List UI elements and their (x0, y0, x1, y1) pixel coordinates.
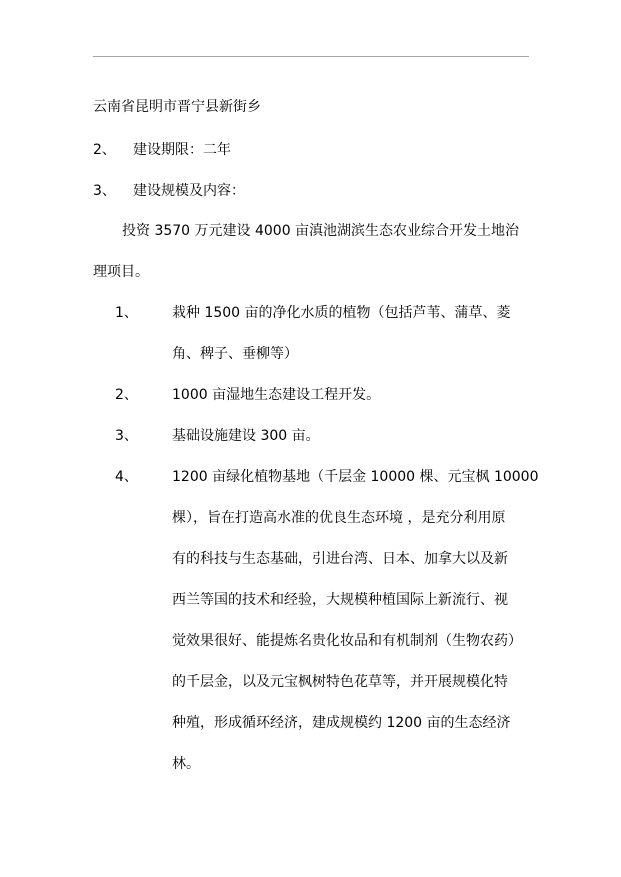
section-3-number: 3、 (93, 183, 116, 199)
section-2-number: 2、 (93, 142, 116, 158)
item-1-line-1: 栽种 1500 亩的净化水质的植物（包括芦苇、蒲草、菱 (172, 305, 511, 321)
header-rule (93, 56, 529, 57)
item-4-number: 4、 (115, 469, 138, 485)
section-3-text: 建设规模及内容： (133, 183, 245, 199)
section-2-text: 建设期限：二年 (133, 142, 231, 158)
intro-line-1: 投资 3570 万元建设 4000 亩滇池湖滨生态农业综合开发土地治 (122, 223, 520, 239)
item-4-line-5: 觉效果很好、能提炼名贵化妆品和有机制剂（生物农药） (172, 633, 522, 649)
item-3-number: 3、 (115, 428, 138, 444)
location-line: 云南省昆明市晋宁县新街乡 (93, 99, 261, 115)
item-2-number: 2、 (115, 387, 138, 403)
item-4-line-3: 有的科技与生态基础，引进台湾、日本、加拿大以及新 (172, 551, 508, 567)
item-4-line-8: 林。 (172, 756, 200, 772)
item-1-line-2: 角、稗子、垂柳等） (172, 346, 298, 362)
item-3-line-1: 基础设施建设 300 亩。 (172, 428, 320, 444)
item-2-line-1: 1000 亩湿地生态建设工程开发。 (172, 387, 381, 403)
item-1-number: 1、 (115, 305, 138, 321)
item-4-line-1: 1200 亩绿化植物基地（千层金 10000 棵、元宝枫 10000 (172, 469, 539, 485)
item-4-line-2: 棵），旨在打造高水准的优良生态环境 ，是充分利用原 (172, 510, 506, 526)
item-4-line-7: 种殖，形成循环经济，建成规模约 1200 亩的生态经济 (172, 715, 511, 731)
intro-line-2: 理项目。 (93, 264, 149, 280)
item-4-line-6: 的千层金，以及元宝枫树特色花草等，并开展规模化特 (172, 674, 508, 690)
item-4-line-4: 西兰等国的技术和经验，大规模种植国际上新流行、视 (172, 592, 508, 608)
